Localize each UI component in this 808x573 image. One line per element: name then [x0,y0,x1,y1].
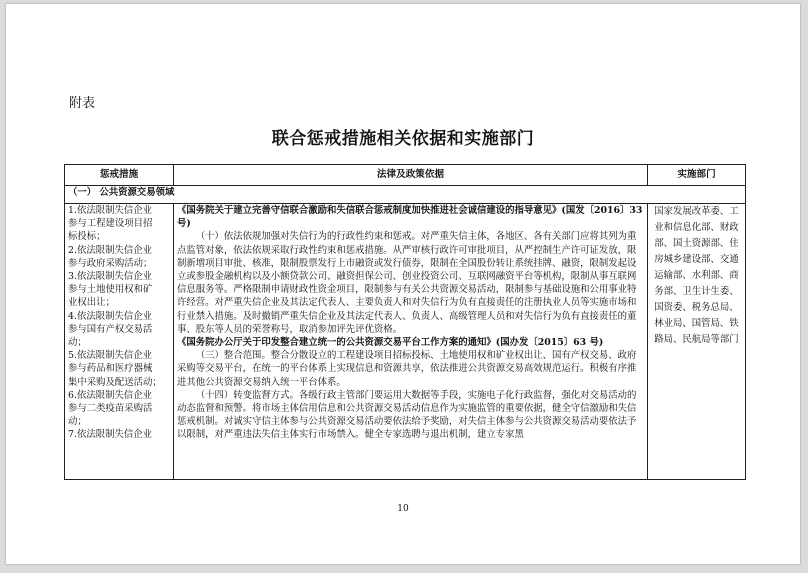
header-departments: 实施部门 [648,165,746,186]
measure-line: 参与工程建设项目招 [68,218,153,230]
measure-line: 1.依法限制失信企业 [68,205,152,216]
measure-line: 标投标； [68,231,106,243]
page-number: 10 [397,504,409,514]
measure-line: 3.依法限制失信企业 [68,271,152,283]
table-header-row [65,165,746,186]
measure-line: 参与土地使用权和矿 [68,284,153,296]
measure-line: 动； [68,337,87,349]
attachment-label: 附表 [69,96,96,111]
section-title: （一） 公共资源交易领域 [65,186,746,204]
measure-line: 动； [68,416,87,428]
doc1-title: 《国务院关于建立完善守信联合激励和失信联合惩戒制度加快推进社会诚信建设的指导意见》(国发〔2016〕33 号) [177,205,643,230]
section-row [65,186,746,204]
header-basis: 法律及政策依据 [174,165,648,186]
measures-table [64,164,746,480]
table-row [65,204,746,480]
doc2-text2: （十四）转变监督方式。各级行政主管部门要运用大数据等手段，实施电子化行政监督，强化对交易活动的动态监督和预警。将市场主体信用信息和公共资源交易活动信息作为实施监管的重要依据，健全守信激励和失信惩戒机制。对诚实守信主体参与公共资源交易活动要依法给予奖励，对失信主体参与公共资源交易活动要依法予以限制，对严重违法失信主体实行市场禁入。健全专家选聘与退出机制，建立专家黑 [177,389,637,441]
measure-line: 参与国有产权交易活 [68,323,153,335]
page-title: 联合惩戒措施相关依据和实施部门 [271,129,535,149]
doc1-text: （十）依法依规加强对失信行为的行政性约束和惩戒。对严重失信主体，各地区、各有关部门应将其列为重点监管对象，依法依规采取行政性约束和惩戒措施。从严审核行政许可审批项目，从严控制生产许可证发放，限制新增项目审批、核准，限制股票发行上市融资或发行债券，限制在全国股份转让系统挂牌、融资，限制发起设立或参股金融机构以及小额贷款公司、融资担保公司、创业投资公司、互联网融资平台等机构，限制从事互联网信息服务等。严格限制申请财政性资金项目，限制参与有关公共资源交易活动，限制参与基础设施和公用事业特许经营。对严重失信企业及其法定代表人、主要负责人和对失信行为负有直接责任的注册执业人员等实施市场和行业禁入措施。及时撤销严重失信企业及其法定代表人、负责人、高级管理人员和对失信行为负有直接责任的董事、股东等人员的荣誉称号，取消参加评先评优资格。 [177,231,637,335]
measure-line: 参与二类疫苗采购活 [68,403,153,415]
measure-line: 4.依法限制失信企业 [68,310,152,322]
measure-line: 6.依法限制失信企业 [68,389,152,401]
basis-cell [174,204,648,480]
measure-line: 业权出让； [68,297,115,309]
doc2-text1: （三）整合范围。整合分散设立的工程建设项目招标投标、土地使用权和矿业权出让、国有产权交易、政府采购等交易平台，在统一的平台体系上实现信息和资源共享，依法推进公共资源交易高效规范运行。积极有序推进其他公共资源交易纳入统一平台体系。 [177,350,637,388]
header-measures: 惩戒措施 [65,165,174,186]
measure-line: 集中采购及配送活动； [68,376,162,388]
measure-line: 2.依法限制失信企业 [68,244,152,256]
doc2-title: 《国务院办公厅关于印发整合建立统一的公共资源交易平台工作方案的通知》(国办发〔2015〕63 号) [177,337,604,349]
measure-line: 参与药品和医疗器械 [68,363,153,375]
measure-line: 7.依法限制失信企业 [68,429,152,441]
measures-cell [65,204,174,480]
document-page [6,4,800,564]
measure-line: 5.依法限制失信企业 [68,350,152,362]
departments-cell: 国家发展改革委、工业和信息化部、财政部、国土资源部、住房城乡建设部、交通运输部、水利部、商务部、卫生计生委、国资委、税务总局、林业局、国管局、铁路局、民航局等部门 [648,204,746,480]
measure-line: 参与政府采购活动； [68,257,153,269]
